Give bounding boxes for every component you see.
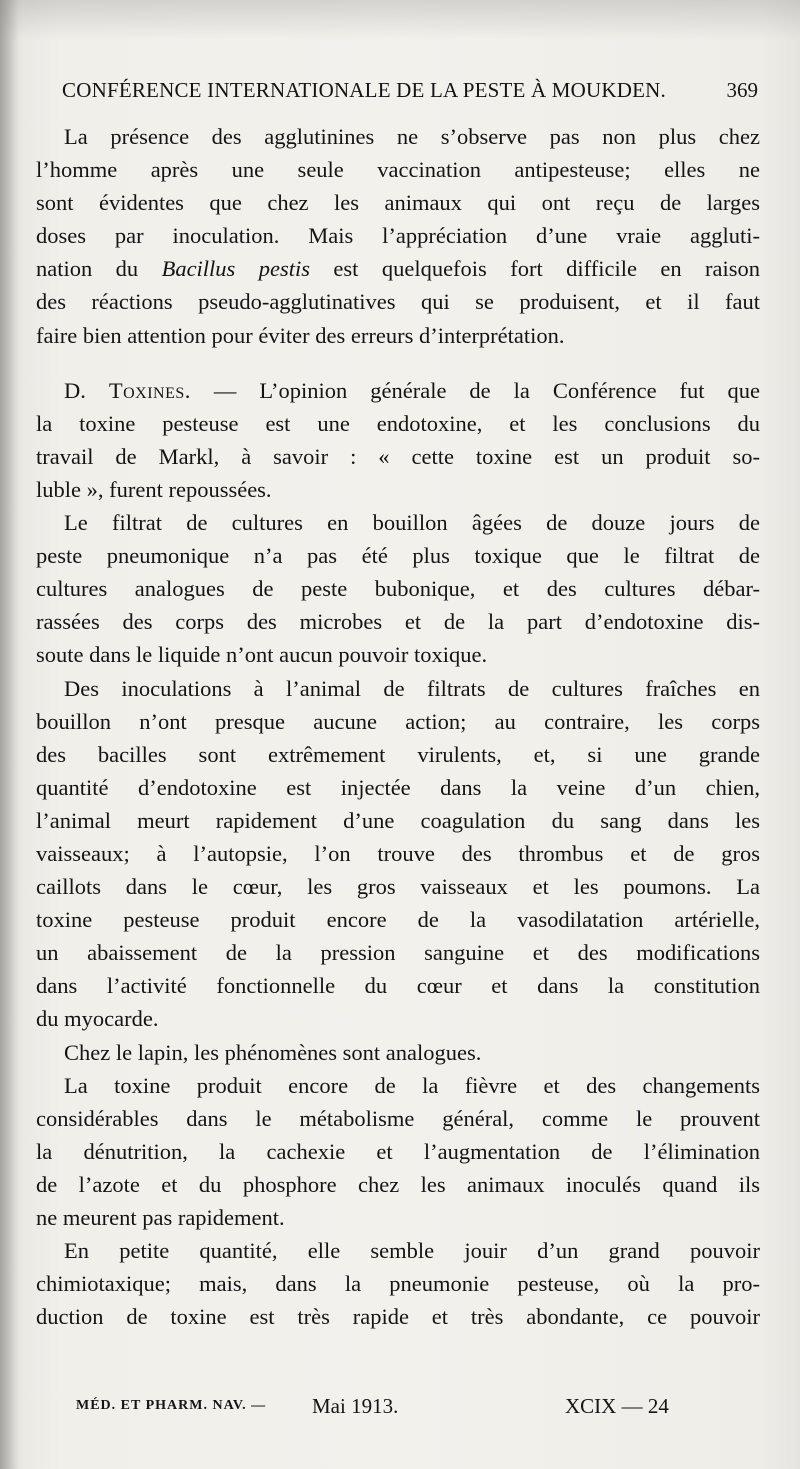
species-name-italic: Bacillus pestis bbox=[161, 256, 310, 282]
text-line: sont évidentes que chez les animaux qui ont reçu de larges bbox=[36, 190, 760, 216]
text-line: Chez le lapin, les phénomènes sont analogues. bbox=[64, 1039, 482, 1065]
body-text bbox=[36, 120, 760, 1333]
text-line: du myocarde. bbox=[36, 1006, 159, 1032]
text-line: soute dans le liquide n’ont aucun pouvoir toxique. bbox=[36, 642, 488, 668]
text-line-with-italic bbox=[36, 252, 760, 285]
page-top-shadow bbox=[0, 0, 800, 40]
section-heading-line bbox=[36, 374, 760, 407]
text-line: Des inoculations à l’animal de filtrats de cultures fraîches en bbox=[64, 675, 760, 701]
text-line: bouillon n’ont presque aucune action; au contraire, les corps bbox=[36, 708, 760, 734]
page-footer bbox=[0, 1394, 800, 1424]
text-line: chimiotaxique; mais, dans la pneumonie pesteuse, où la pro- bbox=[36, 1271, 760, 1297]
text-line: des bacilles sont extrêmement virulents, et, si une grande bbox=[36, 741, 760, 767]
text-line: ne meurent pas rapidement. bbox=[36, 1205, 285, 1230]
text-line: faire bien attention pour éviter des erreurs d’interprétation. bbox=[36, 322, 565, 348]
text-run: nation du bbox=[36, 256, 162, 282]
text-line: quantité d’endotoxine est injectée dans la veine d’un chien, bbox=[36, 774, 760, 800]
running-header-title: CONFÉRENCE INTERNATIONALE DE LA PESTE À MOUKDEN. bbox=[62, 78, 666, 102]
text-line: En petite quantité, elle semble jouir d’un grand pouvoir bbox=[64, 1238, 760, 1264]
text-line: vaisseaux; à l’autopsie, l’on trouve des thrombus et de gros bbox=[36, 840, 760, 866]
page-edge-shadow bbox=[0, 0, 18, 1469]
text-line: la dénutrition, la cachexie et l’augmentation de l’élimination bbox=[36, 1138, 760, 1164]
running-header bbox=[0, 78, 800, 112]
text-line: La toxine produit encore de la fièvre et des changements bbox=[64, 1072, 760, 1098]
text-run: — L’opinion générale de la Conférence fut que bbox=[190, 377, 760, 403]
section-title: Toxines. bbox=[108, 377, 191, 403]
footer-journal: MÉD. ET PHARM. NAV. — bbox=[76, 1398, 267, 1413]
text-line: l’homme après une seule vaccination antipesteuse; elles ne bbox=[36, 157, 760, 183]
text-line: de l’azote et du phosphore chez les animaux inoculés quand ils bbox=[36, 1171, 760, 1197]
text-run: est quelquefois fort difficile en raison bbox=[310, 256, 760, 282]
footer-sheet-signature: XCIX — 24 bbox=[565, 1394, 669, 1418]
text-line: doses par inoculation. Mais l’appréciation d’une vraie aggluti- bbox=[36, 223, 760, 249]
text-line: un abaissement de la pression sanguine et des modifications bbox=[36, 940, 760, 966]
footer-date: Mai 1913. bbox=[312, 1394, 399, 1418]
text-line: Le filtrat de cultures en bouillon âgées de douze jours de bbox=[64, 510, 760, 536]
text-line: duction de toxine est très rapide et très abondante, ce pouvoir bbox=[36, 1304, 760, 1330]
text-line: l’animal meurt rapidement d’une coagulation du sang dans les bbox=[36, 807, 760, 833]
page-number: 369 bbox=[726, 78, 758, 102]
text-line: cultures analogues de peste bubonique, et des cultures débar- bbox=[36, 576, 760, 602]
text-line: peste pneumonique n’a pas été plus toxique que le filtrat de bbox=[36, 543, 760, 569]
text-line: la toxine pesteuse est une endotoxine, et les conclusions du bbox=[36, 410, 760, 436]
text-line: luble », furent repoussées. bbox=[36, 476, 272, 502]
text-line: travail de Markl, à savoir : « cette toxine est un produit so- bbox=[36, 443, 760, 469]
text-line: La présence des agglutinines ne s’observe pas non plus chez bbox=[64, 124, 760, 149]
text-line: dans l’activité fonctionnelle du cœur et dans la constitution bbox=[36, 973, 760, 999]
text-line: considérables dans le métabolisme général, comme le prouvent bbox=[36, 1105, 760, 1131]
text-line: des réactions pseudo-agglutinatives qui se produisent, et il faut bbox=[36, 289, 760, 315]
text-line: rassées des corps des microbes et de la part d’endotoxine dis- bbox=[36, 609, 760, 635]
section-letter: D. bbox=[64, 377, 109, 403]
text-line: caillots dans le cœur, les gros vaisseaux et les poumons. La bbox=[36, 874, 760, 900]
text-line: toxine pesteuse produit encore de la vasodilatation artérielle, bbox=[36, 907, 760, 933]
